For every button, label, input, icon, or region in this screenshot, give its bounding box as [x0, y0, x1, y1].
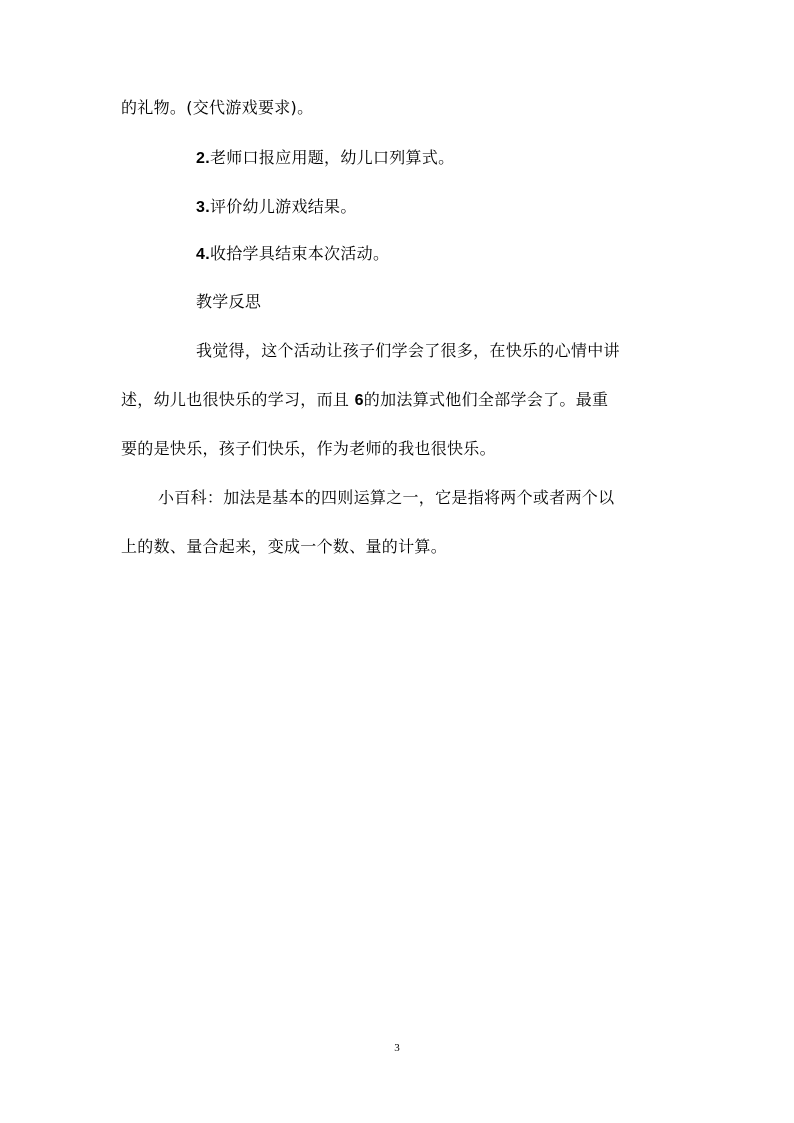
- step-item: [196, 148, 454, 169]
- step-text: 评价幼儿游戏结果。: [209, 197, 357, 216]
- step-number: 3.: [196, 199, 210, 216]
- encyclopedia-text: 小百科：加法是基本的四则运算之一，它是指将两个或者两个以: [158, 488, 615, 507]
- page-number: 3: [394, 1042, 400, 1054]
- reflection-text: 我觉得，这个活动让孩子们学会了很多，在快乐的心情中讲: [196, 341, 620, 360]
- paragraph-text: 的礼物。(交代游戏要求)。: [121, 98, 314, 117]
- step-text: 老师口报应用题，幼儿口列算式。: [209, 148, 455, 167]
- step-item: [196, 197, 357, 218]
- step-item: [196, 244, 389, 265]
- reflection-line: [121, 439, 496, 459]
- paragraph-continuation: [121, 98, 313, 118]
- step-number: 4.: [196, 246, 210, 263]
- reflection-text: 述，幼儿也很快乐的学习，而且: [121, 390, 350, 409]
- encyclopedia-text: 上的数、量合起来，变成一个数、量的计算。: [121, 537, 448, 556]
- step-text: 收拾学具结束本次活动。: [209, 244, 390, 263]
- encyclopedia-line: [158, 488, 614, 508]
- reflection-heading: 教学反思: [196, 292, 262, 311]
- reflection-line: [121, 390, 608, 411]
- reflection-text: 要的是快乐，孩子们快乐，作为老师的我也很快乐。: [121, 439, 496, 458]
- reflection-number: 6: [354, 392, 364, 409]
- section-heading: [196, 292, 261, 312]
- encyclopedia-line: [121, 537, 447, 557]
- step-number: 2.: [196, 150, 210, 167]
- reflection-line: [196, 341, 620, 361]
- reflection-text: 的加法算式他们全部学会了。最重: [363, 390, 609, 409]
